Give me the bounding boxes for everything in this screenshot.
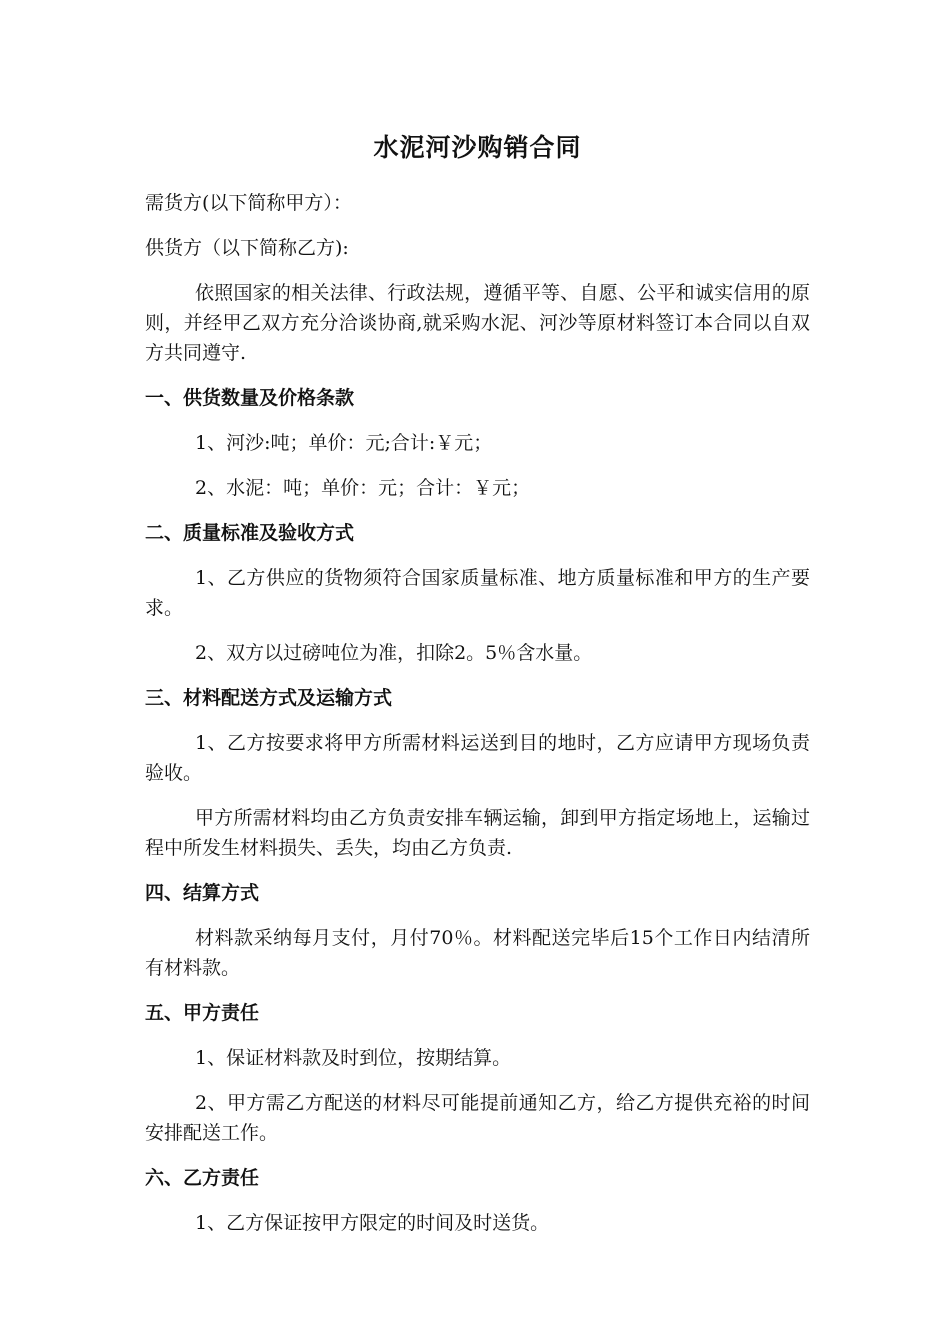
section-supply [145, 383, 810, 503]
section-heading: 六、乙方责任 [145, 1167, 260, 1189]
section-heading: 一、供货数量及价格条款 [145, 387, 355, 409]
clause-paragraph: 甲方所需材料均由乙方负责安排车辆运输，卸到甲方指定场地上，运输过程中所发生材料损失、丢失，均由乙方负责. [145, 807, 810, 859]
clause-paragraph: 材料款采纳每月支付，月付70％。材料配送完毕后15个工作日内结清所有材料款。 [145, 927, 810, 979]
section-seller-duty [145, 1163, 810, 1238]
clause-paragraph: 1、乙方保证按甲方限定的时间及时送货。 [195, 1212, 550, 1234]
document-title: 水泥河沙购销合同 [373, 133, 582, 162]
section-heading: 五、甲方责任 [145, 1002, 260, 1024]
section-heading: 二、质量标准及验收方式 [145, 522, 355, 544]
intro-paragraph: 依照国家的相关法律、行政法规，遵循平等、自愿、公平和诚实信用的原则，并经甲乙双方充分洽谈协商,就采购水泥、河沙等原材料签订本合同以自双方共同遵守. [145, 282, 810, 364]
clause-paragraph: 1、乙方供应的货物须符合国家质量标准、地方质量标准和甲方的生产要求。 [145, 567, 810, 619]
buyer-line: 需货方(以下简称甲方）： [145, 192, 352, 214]
clause-paragraph: 2、双方以过磅吨位为准，扣除2。5％含水量。 [195, 642, 593, 664]
seller-line: 供货方（以下简称乙方): [145, 237, 349, 259]
section-heading: 三、材料配送方式及运输方式 [145, 687, 393, 709]
contract-page [145, 128, 810, 1253]
clause-paragraph: 2、甲方需乙方配送的材料尽可能提前通知乙方，给乙方提供充裕的时间安排配送工作。 [145, 1092, 810, 1144]
clause-paragraph: 1、河沙:吨；单价：元;合计:￥元； [195, 432, 493, 454]
section-quality [145, 518, 810, 668]
section-delivery [145, 683, 810, 863]
clause-paragraph: 1、乙方按要求将甲方所需材料运送到目的地时，乙方应请甲方现场负责验收。 [145, 732, 810, 784]
clause-paragraph: 2、水泥：吨；单价：元；合计：￥元； [195, 477, 531, 499]
clause-paragraph: 1、保证材料款及时到位，按期结算。 [195, 1047, 512, 1069]
section-heading: 四、结算方式 [145, 882, 260, 904]
section-buyer-duty [145, 998, 810, 1148]
section-settlement [145, 878, 810, 983]
